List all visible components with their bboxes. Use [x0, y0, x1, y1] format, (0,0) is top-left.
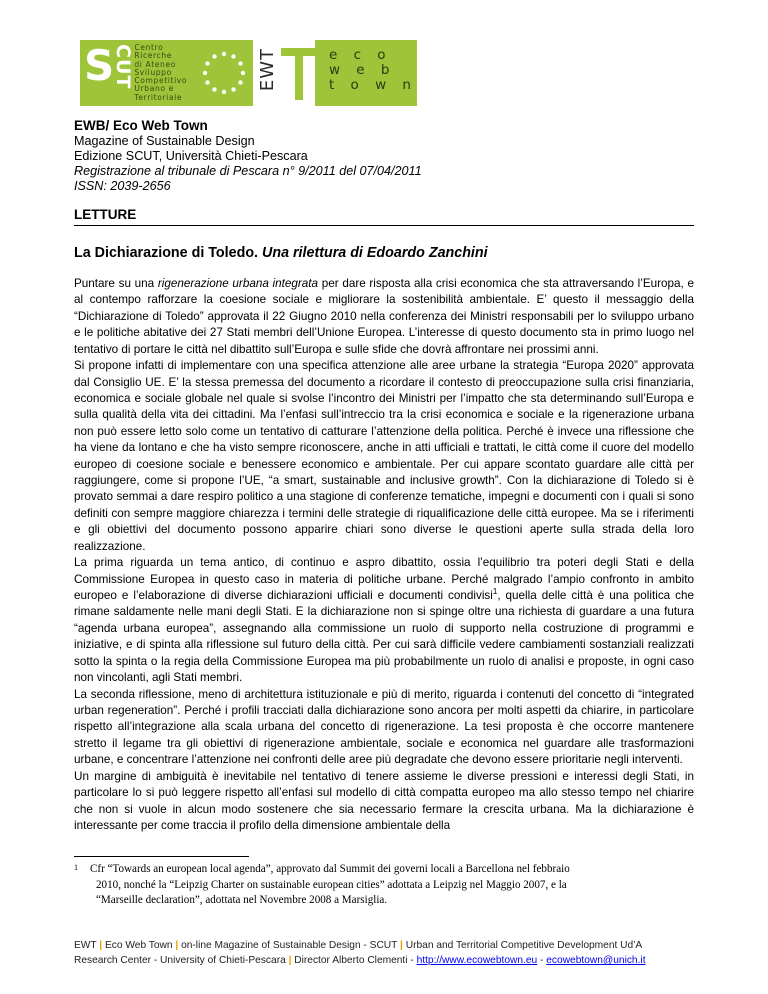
footnote-reference[interactable]: 1 [492, 587, 498, 597]
issn-line: ISSN: 2039-2656 [74, 179, 171, 193]
footnote-divider [74, 856, 249, 857]
footer-text: on-line Magazine of Sustainable Design - SCUT [178, 940, 401, 951]
footer-text: Research Center - University of Chieti-Pescara [74, 955, 289, 966]
page-footer [74, 938, 714, 968]
ecoweb-line: w e b [328, 62, 396, 78]
centro-line: Centro [134, 43, 164, 52]
ewt-letters: EWT [256, 48, 278, 92]
footer-text: Urban and Territorial Competitive Development Ud’A [402, 940, 643, 951]
footer-line-2 [74, 953, 714, 968]
footnote-number: 1 [74, 863, 78, 872]
eco-web-town-text [315, 40, 417, 106]
footnote [74, 862, 694, 909]
email-link[interactable]: ecowebtown@unich.it [546, 955, 646, 966]
edition-line: Edizione SCUT, Università Chieti-Pescara [74, 149, 308, 163]
footer-separator: | [288, 955, 292, 966]
t-stem-shape [295, 48, 303, 100]
paragraph-text: per dare risposta alla crisi economica che sta attraversando l’Europa, e al contempo rafforzare la coesione sociale e migliorare la sostenibilità ambientale. E’ questo il messaggio della “Dichiarazione di Toledo” approvata il 22 Giugno 2010 nella conferenza dei Ministri responsabili per lo sviluppo urbano e le politiche abitative dei 27 Stati membri dell’Unione Europea. L’interesse di questo documento sta in primo luogo nel tentativo di portare le città nel dibattito sull’Europa e sulle sfide che dovrà affrontare nei prossimi anni. [74, 277, 694, 356]
paragraph [74, 276, 694, 358]
footer-line-1 [74, 938, 714, 953]
paragraph-text: La prima riguarda un tema antico, di continuo e aspro dibattito, ossia l’equilibrio tra poteri degli Stati e della Commissione Europea in questo caso in materia di politiche urbane. Perché malgrado l’ampio confronto in ambito europeo e l’elaborazione di diverse dichiarazioni ufficiali e documenti condivisi [74, 556, 694, 603]
eu-stars-icon [195, 40, 247, 106]
footnote-line: “Marseille declaration”, adottata nel Novembre 2008 a Marsiglia. [96, 894, 388, 906]
ewt-logo [247, 40, 315, 106]
scut-logo [80, 40, 134, 106]
paragraph: Un margine di ambiguità è inevitabile nel tentativo di tenere assieme le diverse pressioni e interessi degli Stati, in particolare lo si può leggere rispetto all’enfasi sul modello di città compatta europeo ma allo stesso tempo nel chiarire che non si vuole in alcun modo sostenere che sia necessario fermare la crescita urbana. Ma la dichiarazione è interessante per come traccia il profilo della dimensione ambientale della [74, 769, 694, 832]
centro-line: Territoriale [134, 92, 183, 102]
centro-line: di Ateneo [134, 59, 176, 69]
masthead [74, 118, 704, 194]
article-title-main: La Dichiarazione di Toledo. [74, 245, 263, 261]
paragraph [74, 555, 694, 686]
footer-text: Eco Web Town [102, 940, 176, 951]
article-title [74, 245, 488, 261]
footnote-line: Cfr “Towards an european local agenda”, approvato dal Summit dei governi locali a Barcellona nel febbraio [90, 863, 570, 875]
logo-banner [80, 40, 417, 106]
registration-line: Registrazione al tribunale di Pescara n° 9/2011 del 07/04/2011 [74, 164, 422, 178]
article-body [74, 276, 694, 834]
centro-ricerche-text [128, 40, 195, 106]
paragraph-text: , quella delle città è una politica che rimane saldamente nelle mani degli Stati. E la dichiarazione non si spinge oltre una richiesta di guardare a una futura “agenda urbana europea”, assegnando alla commissione un ruolo di supporto nella costruzione di programmi e iniziative, e di spinta alla riflessione sul futuro della città. Per cui sarà difficile vedere cambiamenti sostanziali realizzati sotto la spinta o la regia della Commissione Europea ma più probabilmente un ruolo di analisi e proposte, in ogni caso non vincolanti, agli Stati membri. [74, 589, 694, 685]
paragraph-text: Puntare su una [74, 277, 158, 290]
paragraph: La seconda riflessione, meno di architettura istituzionale e più di merito, riguarda i contenuti del concetto di “integrated urban regeneration”. Perché i profili tracciati dalla dichiarazione sono ancora per molti aspetti da chiarire, in particolare rispetto all’integrazione alla scala urbana del concetto di rigenerazione. La tesi proposta è che occorre mantenere stretto il legame tra gli obiettivi di rigenerazione ambientale, sociale e economica nel guardare alle trasformazioni urbane, e concentrare l’attenzione nei confronti delle aree più degradate che devono essere prioritarie negli interventi. [74, 687, 694, 767]
ecoweb-line: e c o [328, 47, 392, 63]
website-link[interactable]: http://www.ecowebtown.eu [416, 955, 538, 966]
section-label: LETTURE [74, 207, 137, 222]
article-title-subtitle: Una rilettura di Edoardo Zanchini [262, 245, 488, 261]
emphasis-text: rigenerazione urbana integrata [157, 277, 319, 290]
footer-text: - [537, 955, 547, 966]
footer-separator: | [400, 940, 403, 951]
scut-cut-letters: CUT [112, 44, 134, 90]
centro-line: Ricerche [134, 51, 173, 61]
footnote-line: 2010, nonché la “Leipzig Charter on sustainable european cities” adottata a Leipzig nel Maggio 2007, e la [96, 878, 567, 891]
paragraph: Si propone infatti di implementare con una specifica attenzione alle aree urbane la strategia “Europa 2020” approvata dal Consiglio UE. E’ la stessa premessa del documento a ricordare il contesto di preoccupazione sulla crisi finanziaria, economica e sociale globale nel quale si svolse l’incontro dei Ministri per l’impatto che sta determinando sull’Europa e sulla qualità della vita dei cittadini. Ma l’enfasi sull’intreccio tra la crisi economica e sociale e la rigenerazione urbana non può essere letto solo come un tentativo di catturare l’attenzione della politica. Perché è invece una riflessione che ha viene da lontano e che ha visto sempre riconoscere, anche in atti ufficiali e trattati, le città come il cuore del modello europeo di coesione sociale e benessere economico e ambientale. Per cui appare scontato guardare alle città per raggiungere, come si propone l’UE, “a smart, sustainable and inclusive growth”. Con la dichiarazione di Toledo si è provato semmai a dare respiro politico a una stagione di conferenze tematiche, impegni e documenti con i quali si sono definiti con sempre maggiore chiarezza i termini delle strategie di riqualificazione delle città europee. Ma se i riferimenti e gli obiettivi del documento possono apparire chiari sono diverse le questioni aperte sulla strada della loro realizzazione. [74, 359, 694, 553]
footer-separator: | [175, 940, 179, 951]
footer-text: Director Alberto Clementi - [291, 955, 417, 966]
section-divider [74, 225, 694, 226]
ecoweb-line: t o w n [328, 77, 417, 93]
magazine-title: EWB/ Eco Web Town [74, 118, 208, 133]
footer-separator: | [99, 940, 103, 951]
magazine-subtitle: Magazine of Sustainable Design [74, 134, 255, 148]
centro-line: Competitivo [134, 76, 188, 86]
centro-line: Urbano e [134, 84, 174, 94]
scut-s-letter: S [84, 41, 115, 90]
centro-line: Sviluppo [134, 67, 172, 77]
footer-text: EWT [74, 940, 100, 951]
